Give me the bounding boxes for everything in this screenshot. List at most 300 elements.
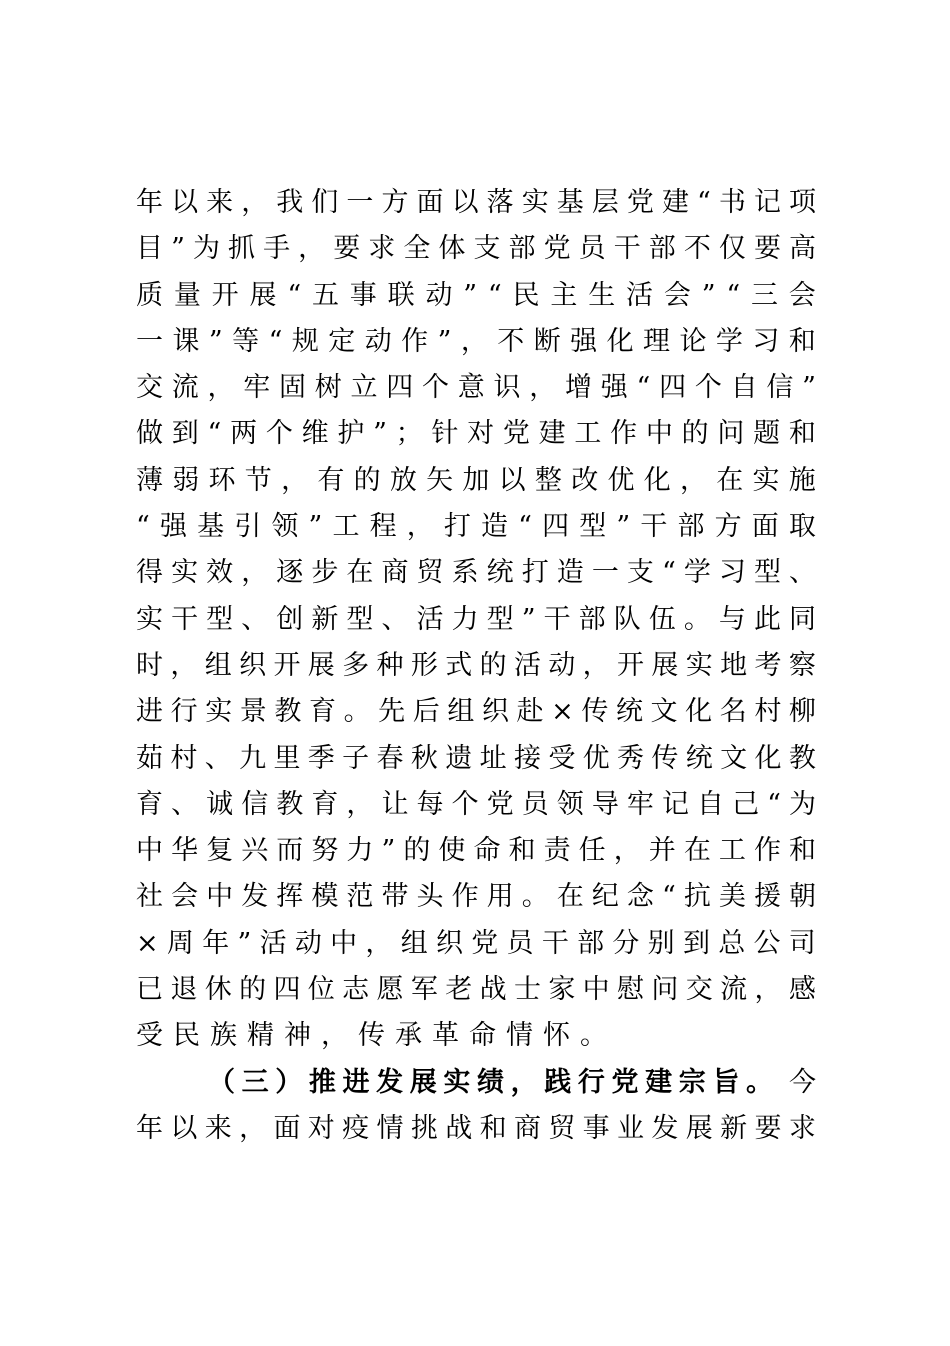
- paragraph-last-line: 受民族精神，传承革命情怀。: [136, 1020, 617, 1052]
- glyph: 战: [445, 1112, 473, 1144]
- glyph: 慰: [617, 974, 645, 1006]
- glyph: ，: [365, 927, 393, 959]
- glyph: 每: [416, 788, 444, 820]
- glyph: 美: [718, 881, 746, 913]
- glyph: 定: [328, 325, 356, 357]
- paragraph-line: [136, 736, 816, 782]
- glyph: 全: [403, 233, 431, 265]
- glyph: ，: [207, 372, 235, 404]
- glyph: 赴: [516, 696, 544, 728]
- glyph: 贸: [416, 557, 444, 589]
- glyph: ，: [241, 557, 269, 589]
- glyph: 强: [570, 325, 598, 357]
- glyph: 等: [232, 325, 260, 357]
- glyph: ”: [237, 927, 252, 959]
- glyph: 旨: [712, 1066, 740, 1098]
- glyph: 工: [574, 418, 602, 450]
- glyph: 贸: [548, 1112, 576, 1144]
- glyph: 种: [376, 649, 404, 681]
- glyph: 部: [577, 927, 605, 959]
- glyph: 的: [353, 464, 381, 496]
- glyph: 分: [612, 927, 640, 959]
- glyph: 。: [521, 881, 549, 913]
- glyph: ，: [679, 464, 707, 496]
- glyph: 新: [311, 603, 339, 635]
- glyph: 的: [479, 649, 507, 681]
- glyph: 两: [230, 418, 258, 450]
- glyph: 挥: [276, 881, 304, 913]
- glyph: 考: [754, 649, 782, 681]
- glyph: 推: [308, 1066, 336, 1098]
- glyph: 以: [170, 1112, 198, 1144]
- glyph: 在: [683, 835, 711, 867]
- glyph: 建: [645, 1066, 673, 1098]
- glyph: 实: [136, 603, 163, 635]
- glyph: ”: [308, 511, 323, 543]
- glyph: 发: [651, 1112, 679, 1144]
- glyph: 和: [788, 325, 816, 357]
- glyph: ，: [582, 649, 610, 681]
- glyph: 识: [493, 372, 521, 404]
- glyph: 为: [789, 788, 816, 820]
- glyph: “: [661, 557, 676, 589]
- glyph: 党: [543, 233, 571, 265]
- glyph: “: [287, 279, 302, 311]
- paragraph-line: [136, 411, 816, 457]
- glyph: 绩: [477, 1066, 504, 1098]
- glyph: 放: [389, 464, 417, 496]
- glyph: 文: [720, 742, 748, 774]
- glyph: 柳: [788, 696, 816, 728]
- glyph: 问: [651, 974, 679, 1006]
- glyph: 实: [752, 464, 780, 496]
- glyph: 生: [588, 279, 616, 311]
- glyph: 织: [481, 696, 509, 728]
- glyph: 干: [613, 233, 641, 265]
- glyph: 不: [497, 325, 525, 357]
- glyph: 察: [788, 649, 816, 681]
- glyph: 己: [732, 788, 760, 820]
- glyph: 队: [613, 603, 641, 635]
- glyph: ”: [802, 372, 816, 404]
- glyph: 量: [173, 279, 201, 311]
- glyph: 社: [136, 881, 163, 913]
- glyph: ×: [136, 927, 159, 959]
- glyph: 伍: [648, 603, 676, 635]
- glyph: 已: [136, 974, 163, 1006]
- glyph: 并: [648, 835, 676, 867]
- glyph: 论: [679, 325, 707, 357]
- glyph: 施: [788, 464, 816, 496]
- glyph: 、: [241, 603, 269, 635]
- glyph: 接: [513, 742, 541, 774]
- glyph: 我: [276, 187, 304, 218]
- glyph: ”: [701, 279, 716, 311]
- paragraph-line: [136, 365, 816, 411]
- glyph: 村: [754, 696, 782, 728]
- glyph: 一: [591, 557, 619, 589]
- glyph: 到: [682, 927, 710, 959]
- glyph: 动: [548, 649, 576, 681]
- glyph: 总: [718, 927, 746, 959]
- glyph: 诚: [206, 788, 234, 820]
- glyph: 来: [206, 187, 234, 218]
- glyph: 党: [486, 788, 514, 820]
- glyph: 责: [543, 835, 571, 867]
- glyph: 领: [556, 788, 584, 820]
- glyph: 华: [171, 835, 199, 867]
- glyph: “: [697, 187, 711, 218]
- glyph: 村: [170, 742, 198, 774]
- glyph: 护: [337, 418, 365, 450]
- glyph: 景: [239, 696, 267, 728]
- glyph: 交: [136, 372, 163, 404]
- glyph: 育: [308, 696, 336, 728]
- glyph: ”: [208, 325, 223, 357]
- glyph: ”: [437, 325, 452, 357]
- glyph: 退: [170, 974, 198, 1006]
- glyph: 军: [410, 974, 438, 1006]
- glyph: 努: [311, 835, 339, 867]
- glyph: 手: [263, 233, 291, 265]
- glyph: 建: [538, 418, 566, 450]
- paragraph-line: [136, 550, 816, 596]
- glyph: 遗: [445, 742, 473, 774]
- glyph: 部: [648, 233, 676, 265]
- glyph: 志: [342, 974, 370, 1006]
- glyph: 个: [422, 372, 449, 404]
- glyph: 固: [279, 372, 306, 404]
- glyph: 求: [368, 233, 396, 265]
- glyph: 活: [416, 603, 444, 635]
- paragraph-line: [136, 504, 816, 550]
- glyph: 在: [346, 557, 374, 589]
- paragraph-line: [136, 273, 816, 319]
- glyph: 商: [513, 1112, 541, 1144]
- glyph: 四: [542, 511, 570, 543]
- glyph: 干: [541, 927, 569, 959]
- glyph: 会: [788, 279, 816, 311]
- glyph: 受: [548, 742, 576, 774]
- glyph: 挑: [410, 1112, 438, 1144]
- glyph: 环: [208, 464, 236, 496]
- glyph: 学: [683, 557, 711, 589]
- glyph: 开: [211, 279, 239, 311]
- glyph: 实: [205, 696, 233, 728]
- glyph: 任: [578, 835, 606, 867]
- glyph: 进: [136, 696, 163, 728]
- glyph: 四: [273, 974, 301, 1006]
- glyph: 以: [171, 187, 199, 218]
- glyph: 工: [332, 511, 360, 543]
- glyph: 以: [498, 464, 526, 496]
- glyph: 教: [274, 696, 302, 728]
- glyph: 工: [718, 835, 746, 867]
- glyph: 、: [204, 742, 232, 774]
- glyph: “: [207, 418, 222, 450]
- glyph: 在: [716, 464, 744, 496]
- paragraph-line: [136, 458, 816, 504]
- glyph: 、: [789, 557, 816, 589]
- glyph: 加: [462, 464, 490, 496]
- glyph: ”: [616, 511, 631, 543]
- glyph: 树: [314, 372, 342, 404]
- glyph: 流: [171, 372, 199, 404]
- glyph: 主: [550, 279, 578, 311]
- glyph: 层: [591, 187, 619, 218]
- glyph: 育: [136, 788, 163, 820]
- glyph: ”: [381, 835, 396, 867]
- glyph: 整: [534, 464, 562, 496]
- glyph: 式: [445, 649, 473, 681]
- glyph: ；: [395, 418, 423, 450]
- section-3-line: [136, 1106, 816, 1152]
- glyph: 的: [403, 835, 431, 867]
- glyph: 干: [543, 603, 571, 635]
- glyph: 家: [548, 974, 576, 1006]
- glyph: ，: [170, 649, 198, 681]
- glyph: 业: [617, 1112, 645, 1144]
- glyph: 抓: [228, 233, 255, 265]
- glyph: 开: [273, 649, 301, 681]
- glyph: 步: [311, 557, 339, 589]
- glyph: 和: [788, 418, 816, 450]
- glyph: 和: [479, 1112, 507, 1144]
- paragraph-line: [136, 319, 816, 365]
- section-3-heading: [208, 1060, 773, 1106]
- glyph: 不: [683, 233, 711, 265]
- glyph: 型: [753, 557, 781, 589]
- glyph: 教: [788, 742, 816, 774]
- glyph: ，: [754, 974, 782, 1006]
- glyph: 弱: [172, 464, 200, 496]
- glyph: 老: [445, 974, 473, 1006]
- glyph: 仅: [718, 233, 746, 265]
- glyph: 会: [171, 881, 199, 913]
- glyph: 支: [473, 233, 501, 265]
- glyph: 型: [486, 603, 514, 635]
- glyph: 一: [346, 187, 374, 218]
- glyph: 别: [647, 927, 675, 959]
- glyph: 引: [234, 511, 262, 543]
- glyph: 、: [171, 788, 199, 820]
- glyph: 型: [206, 603, 234, 635]
- glyph: 感: [788, 974, 816, 1006]
- glyph: 组: [204, 649, 232, 681]
- glyph: 薄: [136, 464, 163, 496]
- glyph: ，: [406, 511, 434, 543]
- paragraph-line: [136, 874, 816, 920]
- glyph: ，: [241, 187, 269, 218]
- glyph: 统: [486, 557, 514, 589]
- glyph: 面: [416, 187, 444, 218]
- glyph: 头: [416, 881, 444, 913]
- glyph: 。: [343, 696, 371, 728]
- glyph: ，: [346, 788, 374, 820]
- glyph: 战: [479, 974, 507, 1006]
- glyph: 商: [381, 557, 409, 589]
- glyph: 到: [171, 418, 199, 450]
- glyph: 员: [506, 927, 534, 959]
- glyph: 育: [311, 788, 339, 820]
- glyph: 们: [311, 187, 339, 218]
- glyph: 对: [467, 418, 495, 450]
- glyph: ”: [463, 279, 478, 311]
- paragraph-line: [136, 180, 816, 226]
- glyph: 新: [720, 1112, 748, 1144]
- glyph: 要: [754, 1112, 782, 1144]
- glyph: 员: [578, 233, 606, 265]
- glyph: 年: [136, 1112, 163, 1144]
- glyph: 课: [172, 325, 200, 357]
- glyph: 力: [451, 603, 479, 635]
- glyph: 命: [473, 835, 501, 867]
- glyph: 活: [626, 279, 654, 311]
- glyph: 子: [342, 742, 370, 774]
- glyph: 支: [626, 557, 654, 589]
- glyph: 效: [206, 557, 234, 589]
- section-3-text-start: 今: [789, 1066, 816, 1098]
- glyph: 疫: [342, 1112, 370, 1144]
- glyph: 后: [412, 696, 440, 728]
- glyph: 会: [663, 279, 691, 311]
- glyph: 化: [643, 464, 671, 496]
- glyph: 的: [239, 974, 267, 1006]
- glyph: ，: [281, 464, 309, 496]
- glyph: 事: [582, 1112, 610, 1144]
- glyph: 援: [753, 881, 781, 913]
- glyph: 矢: [426, 464, 454, 496]
- glyph: 体: [438, 233, 466, 265]
- glyph: 型: [346, 603, 374, 635]
- glyph: 交: [685, 974, 713, 1006]
- glyph: 程: [369, 511, 397, 543]
- glyph: 自: [730, 372, 758, 404]
- glyph: “: [661, 881, 676, 913]
- glyph: 传: [651, 742, 679, 774]
- glyph: 名: [719, 696, 747, 728]
- glyph: 面: [751, 511, 779, 543]
- glyph: 动: [364, 325, 392, 357]
- glyph: 部: [508, 233, 536, 265]
- glyph: 项: [789, 187, 816, 218]
- glyph: “: [487, 279, 502, 311]
- glyph: 化: [606, 325, 634, 357]
- glyph: 开: [617, 649, 645, 681]
- glyph: 四: [659, 372, 687, 404]
- glyph: ，: [239, 1112, 267, 1144]
- glyph: 作: [610, 418, 638, 450]
- glyph: 实: [171, 557, 199, 589]
- glyph: 作: [401, 325, 429, 357]
- glyph: 动: [294, 927, 322, 959]
- glyph: 宗: [678, 1066, 706, 1098]
- glyph: 个: [694, 372, 722, 404]
- glyph: 展: [409, 1066, 437, 1098]
- glyph: 多: [342, 649, 370, 681]
- glyph: 记: [753, 187, 781, 218]
- glyph: 以: [451, 187, 479, 218]
- glyph: 化: [685, 696, 713, 728]
- glyph: 事: [349, 279, 377, 311]
- glyph: 系: [451, 557, 479, 589]
- glyph: ，: [298, 233, 326, 265]
- glyph: 方: [714, 511, 742, 543]
- glyph: 范: [346, 881, 374, 913]
- glyph: 中: [582, 974, 610, 1006]
- glyph: 强: [159, 511, 187, 543]
- glyph: “: [518, 511, 532, 543]
- glyph: 年: [202, 927, 230, 959]
- glyph: 造: [481, 511, 509, 543]
- glyph: 位: [307, 974, 335, 1006]
- glyph: 个: [265, 418, 293, 450]
- glyph: 高: [789, 233, 816, 265]
- glyph: 。: [746, 1066, 773, 1098]
- glyph: 地: [720, 649, 748, 681]
- glyph: 中: [206, 881, 234, 913]
- glyph: 址: [479, 742, 507, 774]
- glyph: 逐: [276, 557, 304, 589]
- glyph: 公: [753, 927, 781, 959]
- glyph: 针: [431, 418, 459, 450]
- glyph: 朝: [789, 881, 816, 913]
- glyph: 带: [381, 881, 409, 913]
- glyph: 建: [661, 187, 689, 218]
- glyph: ”: [171, 233, 185, 265]
- paragraph-line: [136, 597, 816, 643]
- glyph: 要: [333, 233, 361, 265]
- glyph: 节: [244, 464, 272, 496]
- glyph: 质: [136, 279, 163, 311]
- glyph: 在: [556, 881, 584, 913]
- glyph: 维: [301, 418, 329, 450]
- glyph: 化: [754, 742, 782, 774]
- glyph: 基: [197, 511, 225, 543]
- glyph: 断: [533, 325, 561, 357]
- glyph: 而: [276, 835, 304, 867]
- glyph: 理: [643, 325, 670, 357]
- glyph: 织: [435, 927, 463, 959]
- glyph: 要: [753, 233, 781, 265]
- glyph: 实: [521, 187, 549, 218]
- glyph: 组: [447, 696, 475, 728]
- glyph: 织: [239, 649, 267, 681]
- glyph: 对: [307, 1112, 335, 1144]
- glyph: ，: [460, 325, 488, 357]
- glyph: 模: [311, 881, 339, 913]
- glyph: 季: [307, 742, 335, 774]
- glyph: 此: [753, 603, 781, 635]
- glyph: 情: [376, 1112, 404, 1144]
- glyph: 记: [661, 788, 689, 820]
- glyph: 党: [626, 187, 654, 218]
- glyph: 取: [788, 511, 816, 543]
- glyph: 和: [789, 835, 816, 867]
- glyph: 党: [502, 418, 530, 450]
- glyph: 面: [273, 1112, 301, 1144]
- glyph: “: [726, 279, 741, 311]
- glyph: 用: [486, 881, 514, 913]
- glyph: 四: [386, 372, 414, 404]
- glyph: 落: [486, 187, 514, 218]
- glyph: 信: [241, 788, 269, 820]
- glyph: 优: [582, 742, 610, 774]
- glyph: 使: [438, 835, 466, 867]
- glyph: 增: [565, 372, 592, 404]
- glyph: 实: [685, 649, 713, 681]
- glyph: 信: [766, 372, 794, 404]
